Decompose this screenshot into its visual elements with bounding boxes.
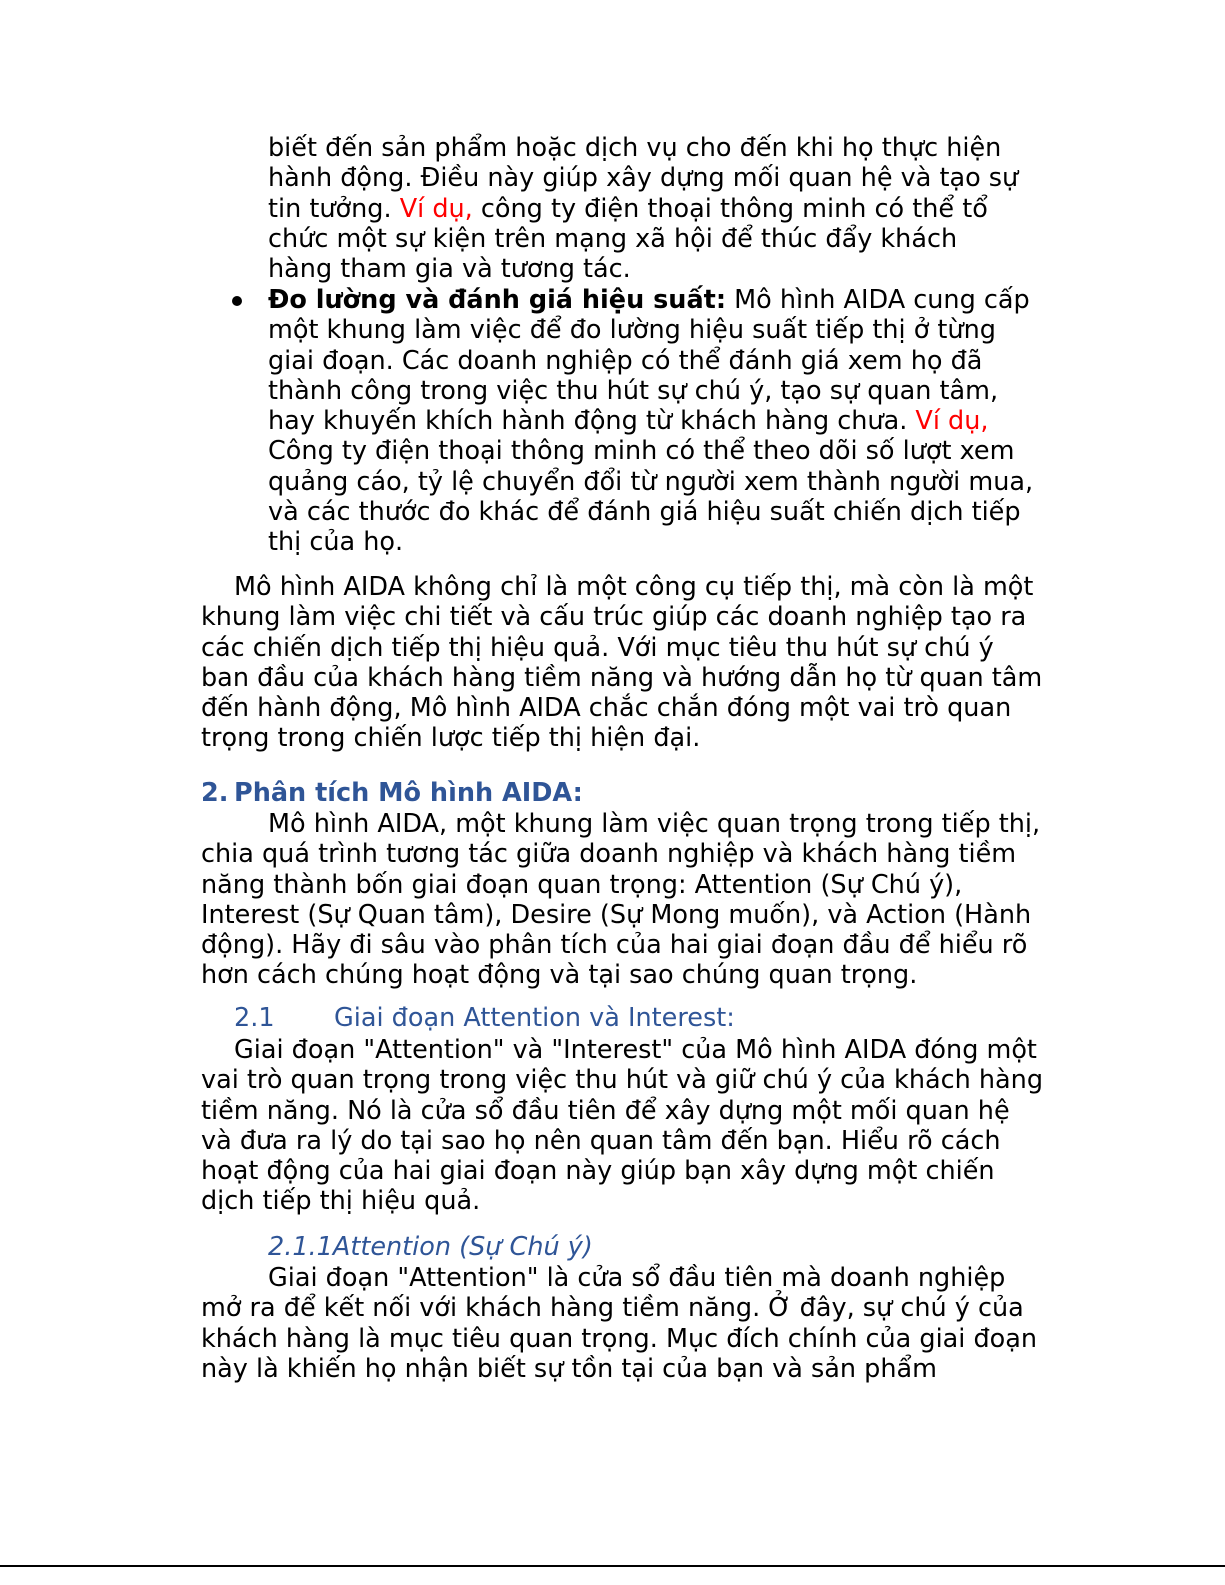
section-heading-2 — [201, 778, 583, 808]
section-heading-2-1-1: 2.1.1Attention (Sự Chú ý) — [268, 1232, 593, 1262]
section-number: 2. — [201, 778, 229, 808]
continued-bullet-paragraph — [268, 133, 1048, 284]
text-line: hàng tham gia và tương tác. — [268, 254, 631, 285]
section-number: 2.1 — [234, 1003, 275, 1033]
bullet-icon — [228, 285, 248, 315]
text-line — [268, 194, 1048, 224]
bullet-item-measure — [268, 285, 1048, 558]
section-2-1-paragraph: Giai đoạn "Attention" và "Interest" của Mô hình AIDA đóng một vai trò quan trọng trong việc thu hút và giữ chú ý của khách hàng tiềm năng. Nó là cửa sổ đầu tiên để xây dựng một mối quan hệ và đưa ra lý do tại sao họ nên quan tâm đến bạn. Hiểu rõ cách hoạt động của hai giai đoạn này giúp bạn xây dựng một chiến dịch tiếp thị hiệu quả. — [201, 1035, 1044, 1217]
example-label: Ví dụ, — [915, 406, 989, 437]
text-line: biết đến sản phẩm hoặc dịch vụ cho đến khi họ thực hiện — [268, 133, 1002, 163]
bullet-text: Mô hình AIDA cung cấp một khung làm việc để đo lường hiệu suất tiếp thị ở từng giai đoạn. Các doanh nghiệp có thể đánh giá xem họ đã thành công trong việc thu hút sự chú ý, tạo sự quan tâm, hay khuyến khích hành động từ khách hàng chưa. — [268, 285, 1030, 437]
section-heading-2-1 — [234, 1003, 735, 1033]
section-2-paragraph: Mô hình AIDA, một khung làm việc quan trọng trong tiếp thị, chia quá trình tương tác giữa doanh nghiệp và khách hàng tiềm năng thành bốn giai đoạn quan trọng: Attention (Sự Chú ý), Interest (Sự Quan tâm), Desire (Sự Mong muốn), và Action (Hành động). Hãy đi sâu vào phân tích của hai giai đoạn đầu để hiểu rõ hơn cách chúng hoạt động và tại sao chúng quan trọng. — [201, 809, 1041, 991]
text-line: chức một sự kiện trên mạng xã hội để thúc đẩy khách — [268, 223, 958, 254]
summary-paragraph: Mô hình AIDA không chỉ là một công cụ tiếp thị, mà còn là một khung làm việc chi tiết và cấu trúc giúp các doanh nghiệp tạo ra các chiến dịch tiếp thị hiệu quả. Với mục tiêu thu hút sự chú ý ban đầu của khách hàng tiềm năng và hướng dẫn họ từ quan tâm đến hành động, Mô hình AIDA chắc chắn đóng một vai trò quan trọng trong chiến lược tiếp thị hiện đại. — [201, 572, 1043, 754]
page-bottom-border — [0, 1565, 1225, 1567]
text-fragment: công ty điện thoại thông minh có thể tổ — [480, 193, 988, 224]
text-line: hành động. Điều này giúp xây dựng mối quan hệ và tạo sự — [268, 163, 1019, 194]
section-2-1-1-paragraph: Giai đoạn "Attention" là cửa sổ đầu tiên mà doanh nghiệp mở ra để kết nối với khách hàng tiềm năng. Ở đây, sự chú ý của khách hàng là mục tiêu quan trọng. Mục đích chính của giai đoạn này là khiến họ nhận biết sự tồn tại của bạn và sản phẩm — [201, 1263, 1038, 1384]
example-label: Ví dụ, — [399, 193, 473, 224]
example-text: Công ty điện thoại thông minh có thể theo dõi số lượt xem quảng cáo, tỷ lệ chuyển đổi từ người xem thành người mua, và các thước đo khác để đánh giá hiệu suất chiến dịch tiếp thị của họ. — [268, 436, 1034, 558]
text-fragment: tin tưởng. — [268, 193, 392, 224]
section-title: Giai đoạn Attention và Interest: — [334, 1003, 735, 1033]
bullet-title: Đo lường và đánh giá hiệu suất: — [268, 285, 727, 315]
section-title: Phân tích Mô hình AIDA: — [234, 778, 583, 808]
